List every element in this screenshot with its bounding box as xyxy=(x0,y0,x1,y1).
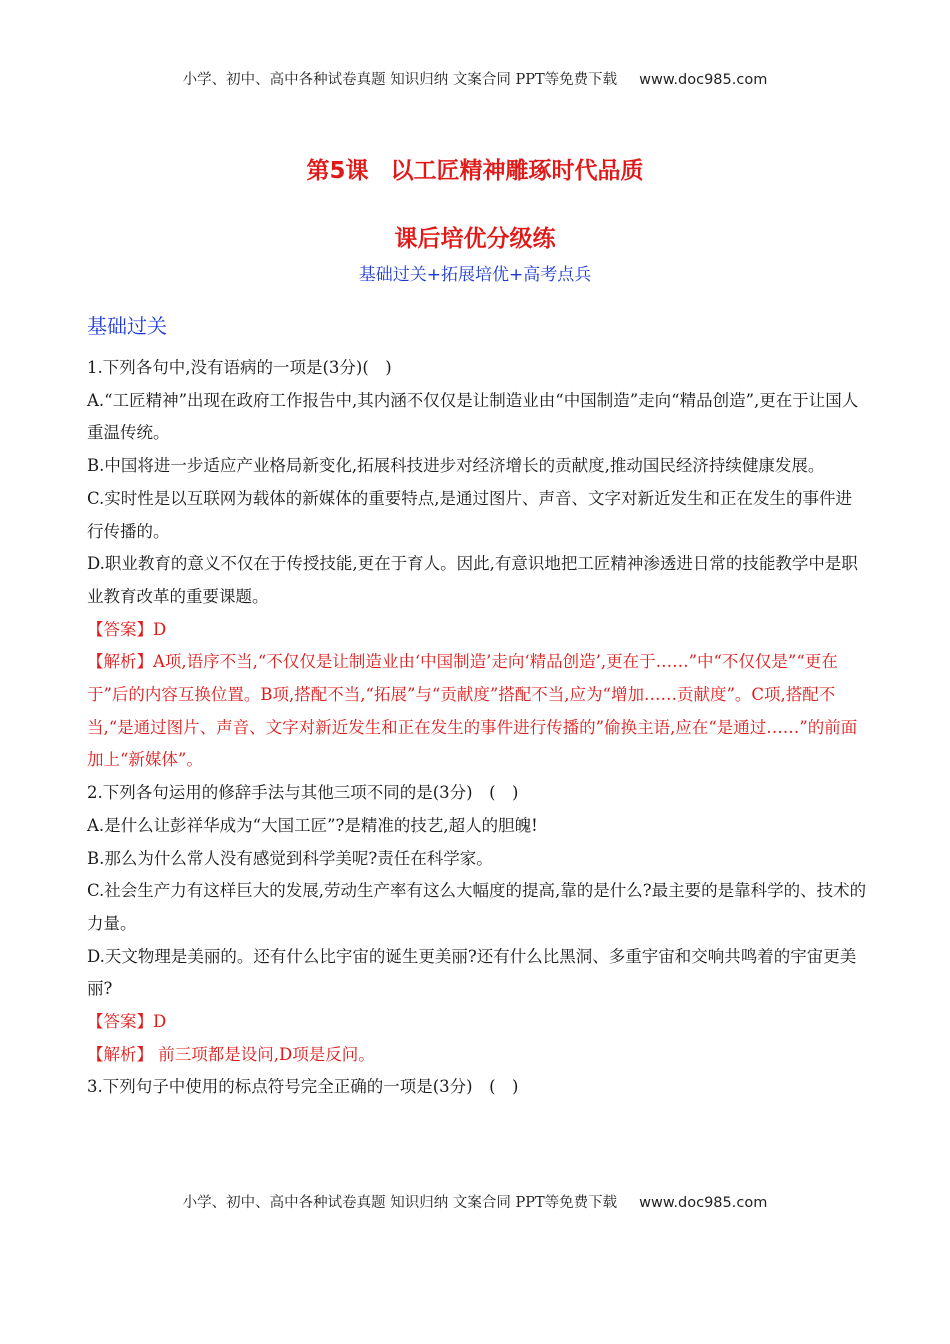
question-list xyxy=(87,352,867,1104)
header-url[interactable]: www.doc985.com xyxy=(639,72,768,88)
page-tagline: 基础过关+拓展培优+高考点兵 xyxy=(358,265,592,285)
question-1 xyxy=(87,352,867,777)
section-heading: 基础过关 xyxy=(87,314,167,338)
question-stem: 1.下列各句中,没有语病的一项是(3分)( ) xyxy=(87,358,392,377)
page-title xyxy=(0,152,950,185)
header-text: 小学、初中、高中各种试卷真题 知识归纳 文案合同 PPT等免费下载 xyxy=(182,72,618,88)
option-a: A.“工匠精神”出现在政府工作报告中,其内涵不仅仅是让制造业由“中国制造”走向“精品创造”,更在于让国人重温传统。 xyxy=(87,390,859,443)
option-c: C.实时性是以互联网为载体的新媒体的重要特点,是通过图片、声音、文字对新近发生和正在发生的事件进行传播的。 xyxy=(87,488,853,541)
question-2 xyxy=(87,777,867,1071)
option-d: D.天文物理是美丽的。还有什么比宇宙的诞生更美丽?还有什么比黑洞、多重宇宙和交响共鸣着的宇宙更美丽? xyxy=(87,946,857,999)
footer-url[interactable]: www.doc985.com xyxy=(639,1195,768,1211)
analysis: 【解析】 前三项都是设问,D项是反问。 xyxy=(87,1044,375,1064)
answer: 【答案】D xyxy=(87,619,167,639)
question-3 xyxy=(87,1071,867,1104)
analysis: 【解析】A项,语序不当,“不仅仅是让制造业由‘中国制造’走向‘精品创造’,更在于……”中“不仅仅是”“更在于”后的内容互换位置。B项,搭配不当,“拓展”与“贡献度”搭配不当,应为“增加……贡献度”。C项,搭配不当,“是通过图片、声音、文字对新近发生和正在发生的事件进行传播的”偷换主语,应在“是通过……”的前面加上“新媒体”。 xyxy=(87,652,858,770)
option-b: B.中国将进一步适应产业格局新变化,拓展科技进步对经济增长的贡献度,推动国民经济持续健康发展。 xyxy=(87,456,825,476)
page-footer xyxy=(0,1191,950,1212)
option-b: B.那么为什么常人没有感觉到科学美呢?责任在科学家。 xyxy=(87,848,493,868)
question-stem: 2.下列各句运用的修辞手法与其他三项不同的是(3分) ( ) xyxy=(87,783,519,803)
lesson-name: 以工匠精神雕琢时代品质 xyxy=(390,158,644,184)
page-header xyxy=(0,68,950,89)
option-d: D.职业教育的意义不仅在于传授技能,更在于育人。因此,有意识地把工匠精神渗透进日常的技能教学中是职业教育改革的重要课题。 xyxy=(87,554,858,606)
page-subtitle: 课后培优分级练 xyxy=(394,226,556,252)
answer: 【答案】D xyxy=(87,1012,167,1032)
option-c: C.社会生产力有这样巨大的发展,劳动生产率有这么大幅度的提高,靠的是什么?最主要的是靠科学的、技术的力量。 xyxy=(87,881,867,933)
lesson-number: 第5课 xyxy=(306,158,369,184)
option-a: A.是什么让彭祥华成为“大国工匠”?是精准的技艺,超人的胆魄! xyxy=(87,815,538,835)
footer-text: 小学、初中、高中各种试卷真题 知识归纳 文案合同 PPT等免费下载 xyxy=(182,1195,618,1211)
question-stem: 3.下列句子中使用的标点符号完全正确的一项是(3分) ( ) xyxy=(87,1077,519,1097)
